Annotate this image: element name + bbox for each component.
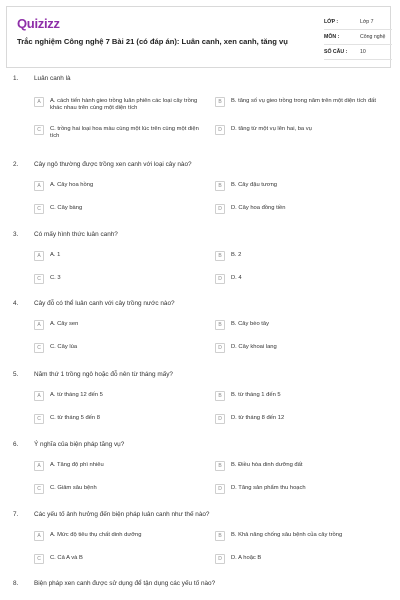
option-text: C. 3 [50,275,61,281]
option-b[interactable] [215,97,397,119]
meta-label: SỐ CÂU : [324,49,348,55]
option-text: C. từ tháng 5 đến 8 [50,415,100,421]
option-c[interactable] [34,414,216,436]
question-number: 4. [13,300,19,307]
option-letter-box[interactable]: D [215,204,225,214]
option-letter-box[interactable]: D [215,125,225,135]
question-text: Cây đỗ có thể luân canh với cây trồng nước nào? [34,300,175,307]
option-c[interactable] [34,554,216,576]
meta-value: Công nghệ [360,34,386,40]
quizizz-logo[interactable]: Quizizz [17,16,60,31]
option-text: B. Khả năng chống sâu bệnh của cây trồng [231,532,343,538]
option-text: D. Cây hoa đồng tiền [231,205,286,211]
option-text: C. Cây lúa [50,344,78,350]
option-a[interactable] [34,320,216,342]
option-text: C. Cả A và B [50,555,83,561]
option-letter-box[interactable]: C [34,414,44,424]
option-text: A. cách tiến hành gieo trồng luân phiên các loại cây trồng khác nhau trên cùng một diện tích [50,98,198,111]
option-letter-box[interactable]: B [215,461,225,471]
option-letter-box[interactable]: A [34,531,44,541]
option-d[interactable] [215,554,397,576]
question-text: Luân canh là [34,75,71,82]
question-number: 2. [13,161,19,168]
option-b[interactable] [215,461,397,483]
option-b[interactable] [215,181,397,203]
option-text: A. Mức độ tiêu thụ chất dinh dưỡng [50,532,142,538]
meta-panel [324,15,392,60]
option-letter-box[interactable]: B [215,181,225,191]
option-letter-box[interactable]: C [34,484,44,494]
option-d[interactable] [215,414,397,436]
option-a[interactable] [34,181,216,203]
option-d[interactable] [215,274,397,296]
option-letter-box[interactable]: D [215,484,225,494]
option-c[interactable] [34,343,216,365]
option-d[interactable] [215,343,397,365]
option-letter-box[interactable]: C [34,274,44,284]
option-d[interactable] [215,204,397,226]
question-number: 1. [13,75,19,82]
option-c[interactable] [34,204,216,226]
option-letter-box[interactable]: C [34,125,44,135]
option-text: B. Cây bèo tây [231,321,270,327]
question-text: Có mấy hình thức luân canh? [34,231,118,238]
option-c[interactable] [34,125,216,147]
option-a[interactable] [34,391,216,413]
option-letter-box[interactable]: B [215,320,225,330]
option-text: B. Cây đậu tương [231,182,278,188]
option-letter-box[interactable]: D [215,414,225,424]
option-letter-box[interactable]: C [34,554,44,564]
question-number: 7. [13,511,19,518]
option-text: C. Giảm sâu bệnh [50,485,97,491]
meta-label: MÔN : [324,34,340,40]
option-letter-box[interactable]: B [215,531,225,541]
question-number: 8. [13,580,19,587]
option-text: D. Tăng sản phẩm thu hoạch [231,485,306,491]
option-b[interactable] [215,531,397,553]
option-letter-box[interactable]: A [34,251,44,261]
question-number: 6. [13,441,19,448]
option-text: B. Điều hòa dinh dưỡng đất [231,462,303,468]
option-letter-box[interactable]: A [34,320,44,330]
option-letter-box[interactable]: D [215,343,225,353]
option-letter-box[interactable]: D [215,554,225,564]
option-a[interactable] [34,531,216,553]
meta-row-grade [324,15,392,30]
meta-label: LỚP : [324,19,339,25]
meta-row-subject [324,30,392,45]
option-text: C. trồng hai loại hoa màu cùng một lúc trên cùng một diện tích [50,126,199,139]
question-text: Năm thứ 1 trồng ngô hoặc đỗ nên từ tháng mấy? [34,371,173,378]
option-letter-box[interactable]: C [34,343,44,353]
option-text: B. từ tháng 1 đến 5 [231,392,281,398]
option-b[interactable] [215,320,397,342]
option-text: D. A hoặc B [231,555,262,561]
option-text: A. Cây hoa hồng [50,182,94,188]
question-text: Các yếu tố ảnh hưởng đến biện pháp luân canh như thế nào? [34,511,210,518]
option-a[interactable] [34,97,216,119]
question-text: Ý nghĩa của biện pháp tăng vụ? [34,441,125,448]
option-b[interactable] [215,391,397,413]
option-c[interactable] [34,274,216,296]
option-letter-box[interactable]: D [215,274,225,284]
option-letter-box[interactable]: A [34,461,44,471]
meta-value: 10 [360,49,366,55]
option-text: A. từ tháng 12 đến 5 [50,392,103,398]
option-text: A. Cây sen [50,321,79,327]
option-c[interactable] [34,484,216,506]
option-d[interactable] [215,125,397,147]
option-text: B. tăng số vụ gieo trồng trong năm trên một diện tích đất [231,98,377,104]
page-title: Trắc nghiệm Công nghệ 7 Bài 21 (có đáp án): Luân canh, xen canh, tăng vụ [17,37,288,46]
meta-row-count [324,45,392,60]
worksheet-header [6,6,391,68]
option-text: A. 1 [50,252,61,258]
question-number: 3. [13,231,19,238]
option-letter-box[interactable]: B [215,97,225,107]
question-text: Biện pháp xen canh được sử dụng để tận dụng các yếu tố nào? [34,580,216,587]
option-a[interactable] [34,251,216,273]
option-text: C. Cây bàng [50,205,83,211]
option-text: D. 4 [231,275,242,281]
option-letter-box[interactable]: B [215,251,225,261]
option-letter-box[interactable]: A [34,97,44,107]
option-letter-box[interactable]: A [34,391,44,401]
question-number: 5. [13,371,19,378]
option-letter-box[interactable]: B [215,391,225,401]
meta-value: Lớp 7 [360,19,374,25]
option-text: D. Cây khoai lang [231,344,277,350]
option-text: D. từ tháng 8 đến 12 [231,415,285,421]
option-a[interactable] [34,461,216,483]
option-text: A. Tăng độ phì nhiêu [50,462,104,468]
question-text: Cây ngô thường được trồng xen canh với loại cây nào? [34,161,192,168]
option-d[interactable] [215,484,397,506]
option-text: B. 2 [231,252,242,258]
option-text: D. tăng từ một vụ lên hai, ba vụ [231,126,312,132]
option-b[interactable] [215,251,397,273]
option-letter-box[interactable]: C [34,204,44,214]
option-letter-box[interactable]: A [34,181,44,191]
